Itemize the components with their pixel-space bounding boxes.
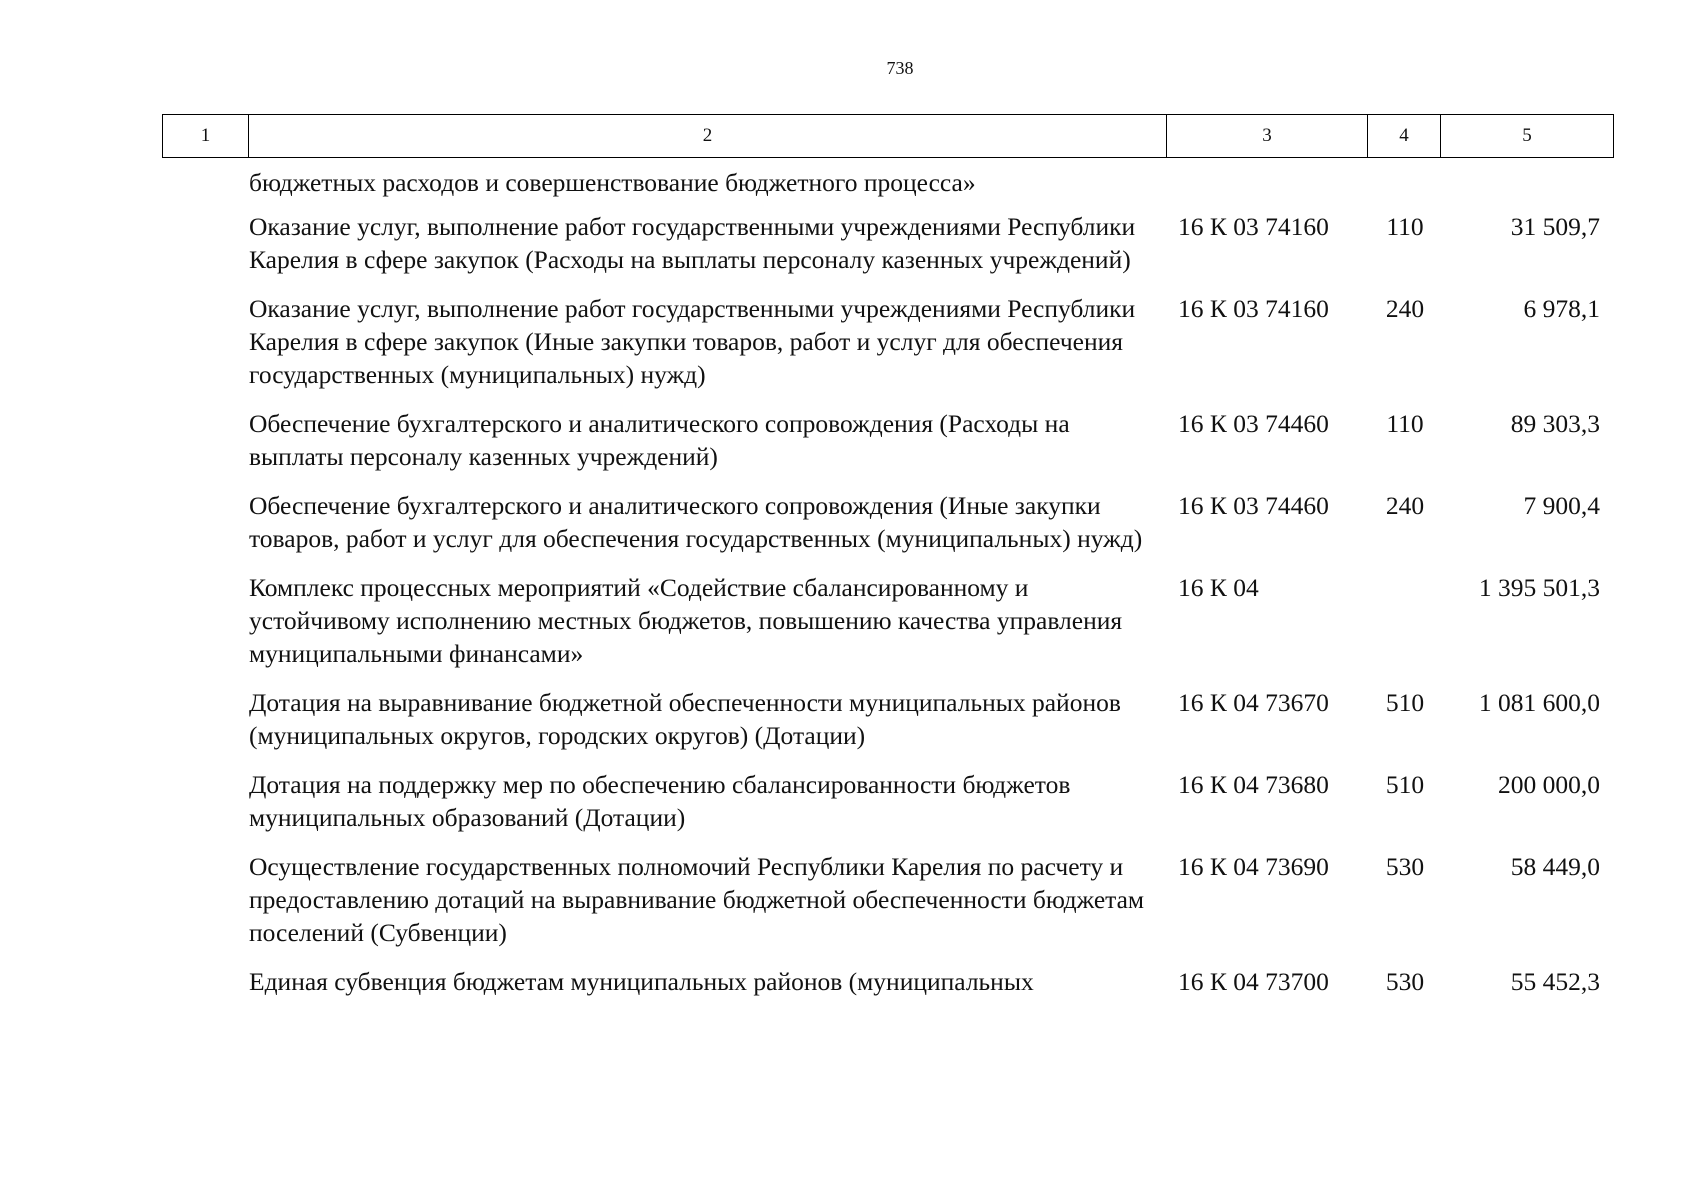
row-amount: 7 900,4 bbox=[1523, 491, 1600, 520]
row-code: 16 К 04 73700 bbox=[1178, 967, 1329, 996]
column-header-table bbox=[162, 114, 1614, 158]
page-number: 738 bbox=[886, 58, 914, 78]
row-name: Оказание услуг, выполнение работ государственными учреждениями Республики Карелия в сфере закупок (Расходы на выплаты персоналу казенных учреждений) bbox=[249, 212, 1136, 274]
row-code: 16 К 03 74160 bbox=[1178, 212, 1329, 241]
row-code: 16 К 04 73680 bbox=[1178, 770, 1329, 799]
row-name: Осуществление государственных полномочий Республики Карелия по расчету и предоставлению дотаций на выравнивание бюджетной обеспеченности бюджетам поселений (Субвенции) bbox=[249, 852, 1145, 947]
row-type: 110 bbox=[1386, 212, 1424, 241]
row-type: 530 bbox=[1385, 967, 1425, 996]
table-row bbox=[162, 686, 1608, 752]
row-code: 16 К 03 74160 bbox=[1178, 294, 1329, 323]
row-amount: 1 081 600,0 bbox=[1478, 688, 1600, 717]
row-type: 110 bbox=[1386, 409, 1424, 438]
header-col-4: 4 bbox=[1368, 115, 1441, 158]
row-code: 16 К 04 73690 bbox=[1178, 852, 1329, 881]
row-type: 510 bbox=[1385, 770, 1425, 799]
header-col-5: 5 bbox=[1441, 115, 1614, 158]
table-row bbox=[162, 768, 1608, 834]
table-row bbox=[162, 965, 1608, 998]
row-name: Обеспечение бухгалтерского и аналитического сопровождения (Иные закупки товаров, работ и услуг для обеспечения государственных (муниципальных) нужд) bbox=[249, 491, 1143, 553]
table-row bbox=[162, 850, 1608, 949]
table-row bbox=[162, 571, 1608, 670]
row-name: бюджетных расходов и совершенствование бюджетного процесса» bbox=[249, 168, 976, 197]
row-type: 240 bbox=[1385, 491, 1425, 520]
row-code: 16 К 04 bbox=[1178, 573, 1259, 602]
row-amount: 89 303,3 bbox=[1510, 409, 1600, 438]
header-col-1: 1 bbox=[163, 115, 249, 158]
row-name: Обеспечение бухгалтерского и аналитического сопровождения (Расходы на выплаты персоналу казенных учреждений) bbox=[249, 409, 1070, 471]
row-code: 16 К 03 74460 bbox=[1178, 409, 1329, 438]
row-name: Единая субвенция бюджетам муниципальных районов (муниципальных bbox=[249, 967, 1034, 996]
row-name: Комплекс процессных мероприятий «Содействие сбалансированному и устойчивому исполнению местных бюджетов, повышению качества управления муниципальными финансами» bbox=[249, 573, 1123, 668]
row-amount: 200 000,0 bbox=[1498, 770, 1600, 799]
row-name: Оказание услуг, выполнение работ государственными учреждениями Республики Карелия в сфере закупок (Иные закупки товаров, работ и услуг для обеспечения государственных (муниципальных) нужд) bbox=[249, 294, 1136, 389]
header-col-2: 2 bbox=[249, 115, 1167, 158]
row-name: Дотация на поддержку мер по обеспечению сбалансированности бюджетов муниципальных образований (Дотации) bbox=[249, 770, 1071, 832]
header-row bbox=[163, 115, 1614, 158]
budget-table-body bbox=[162, 166, 1608, 1014]
table-row bbox=[162, 166, 1608, 199]
row-amount: 55 452,3 bbox=[1510, 967, 1600, 996]
row-code: 16 К 03 74460 bbox=[1178, 491, 1329, 520]
header-col-3: 3 bbox=[1167, 115, 1368, 158]
row-type: 530 bbox=[1385, 852, 1425, 881]
row-amount: 6 978,1 bbox=[1523, 294, 1600, 323]
table-row bbox=[162, 407, 1608, 473]
table-row bbox=[162, 210, 1608, 276]
row-amount: 31 509,7 bbox=[1510, 212, 1600, 241]
row-amount: 58 449,0 bbox=[1510, 852, 1600, 881]
row-code: 16 К 04 73670 bbox=[1178, 688, 1329, 717]
row-type: 240 bbox=[1385, 294, 1425, 323]
row-amount: 1 395 501,3 bbox=[1478, 573, 1600, 602]
row-type: 510 bbox=[1385, 688, 1425, 717]
table-row bbox=[162, 489, 1608, 555]
row-name: Дотация на выравнивание бюджетной обеспеченности муниципальных районов (муниципальных округов, городских округов) (Дотации) bbox=[249, 688, 1121, 750]
table-row bbox=[162, 292, 1608, 391]
